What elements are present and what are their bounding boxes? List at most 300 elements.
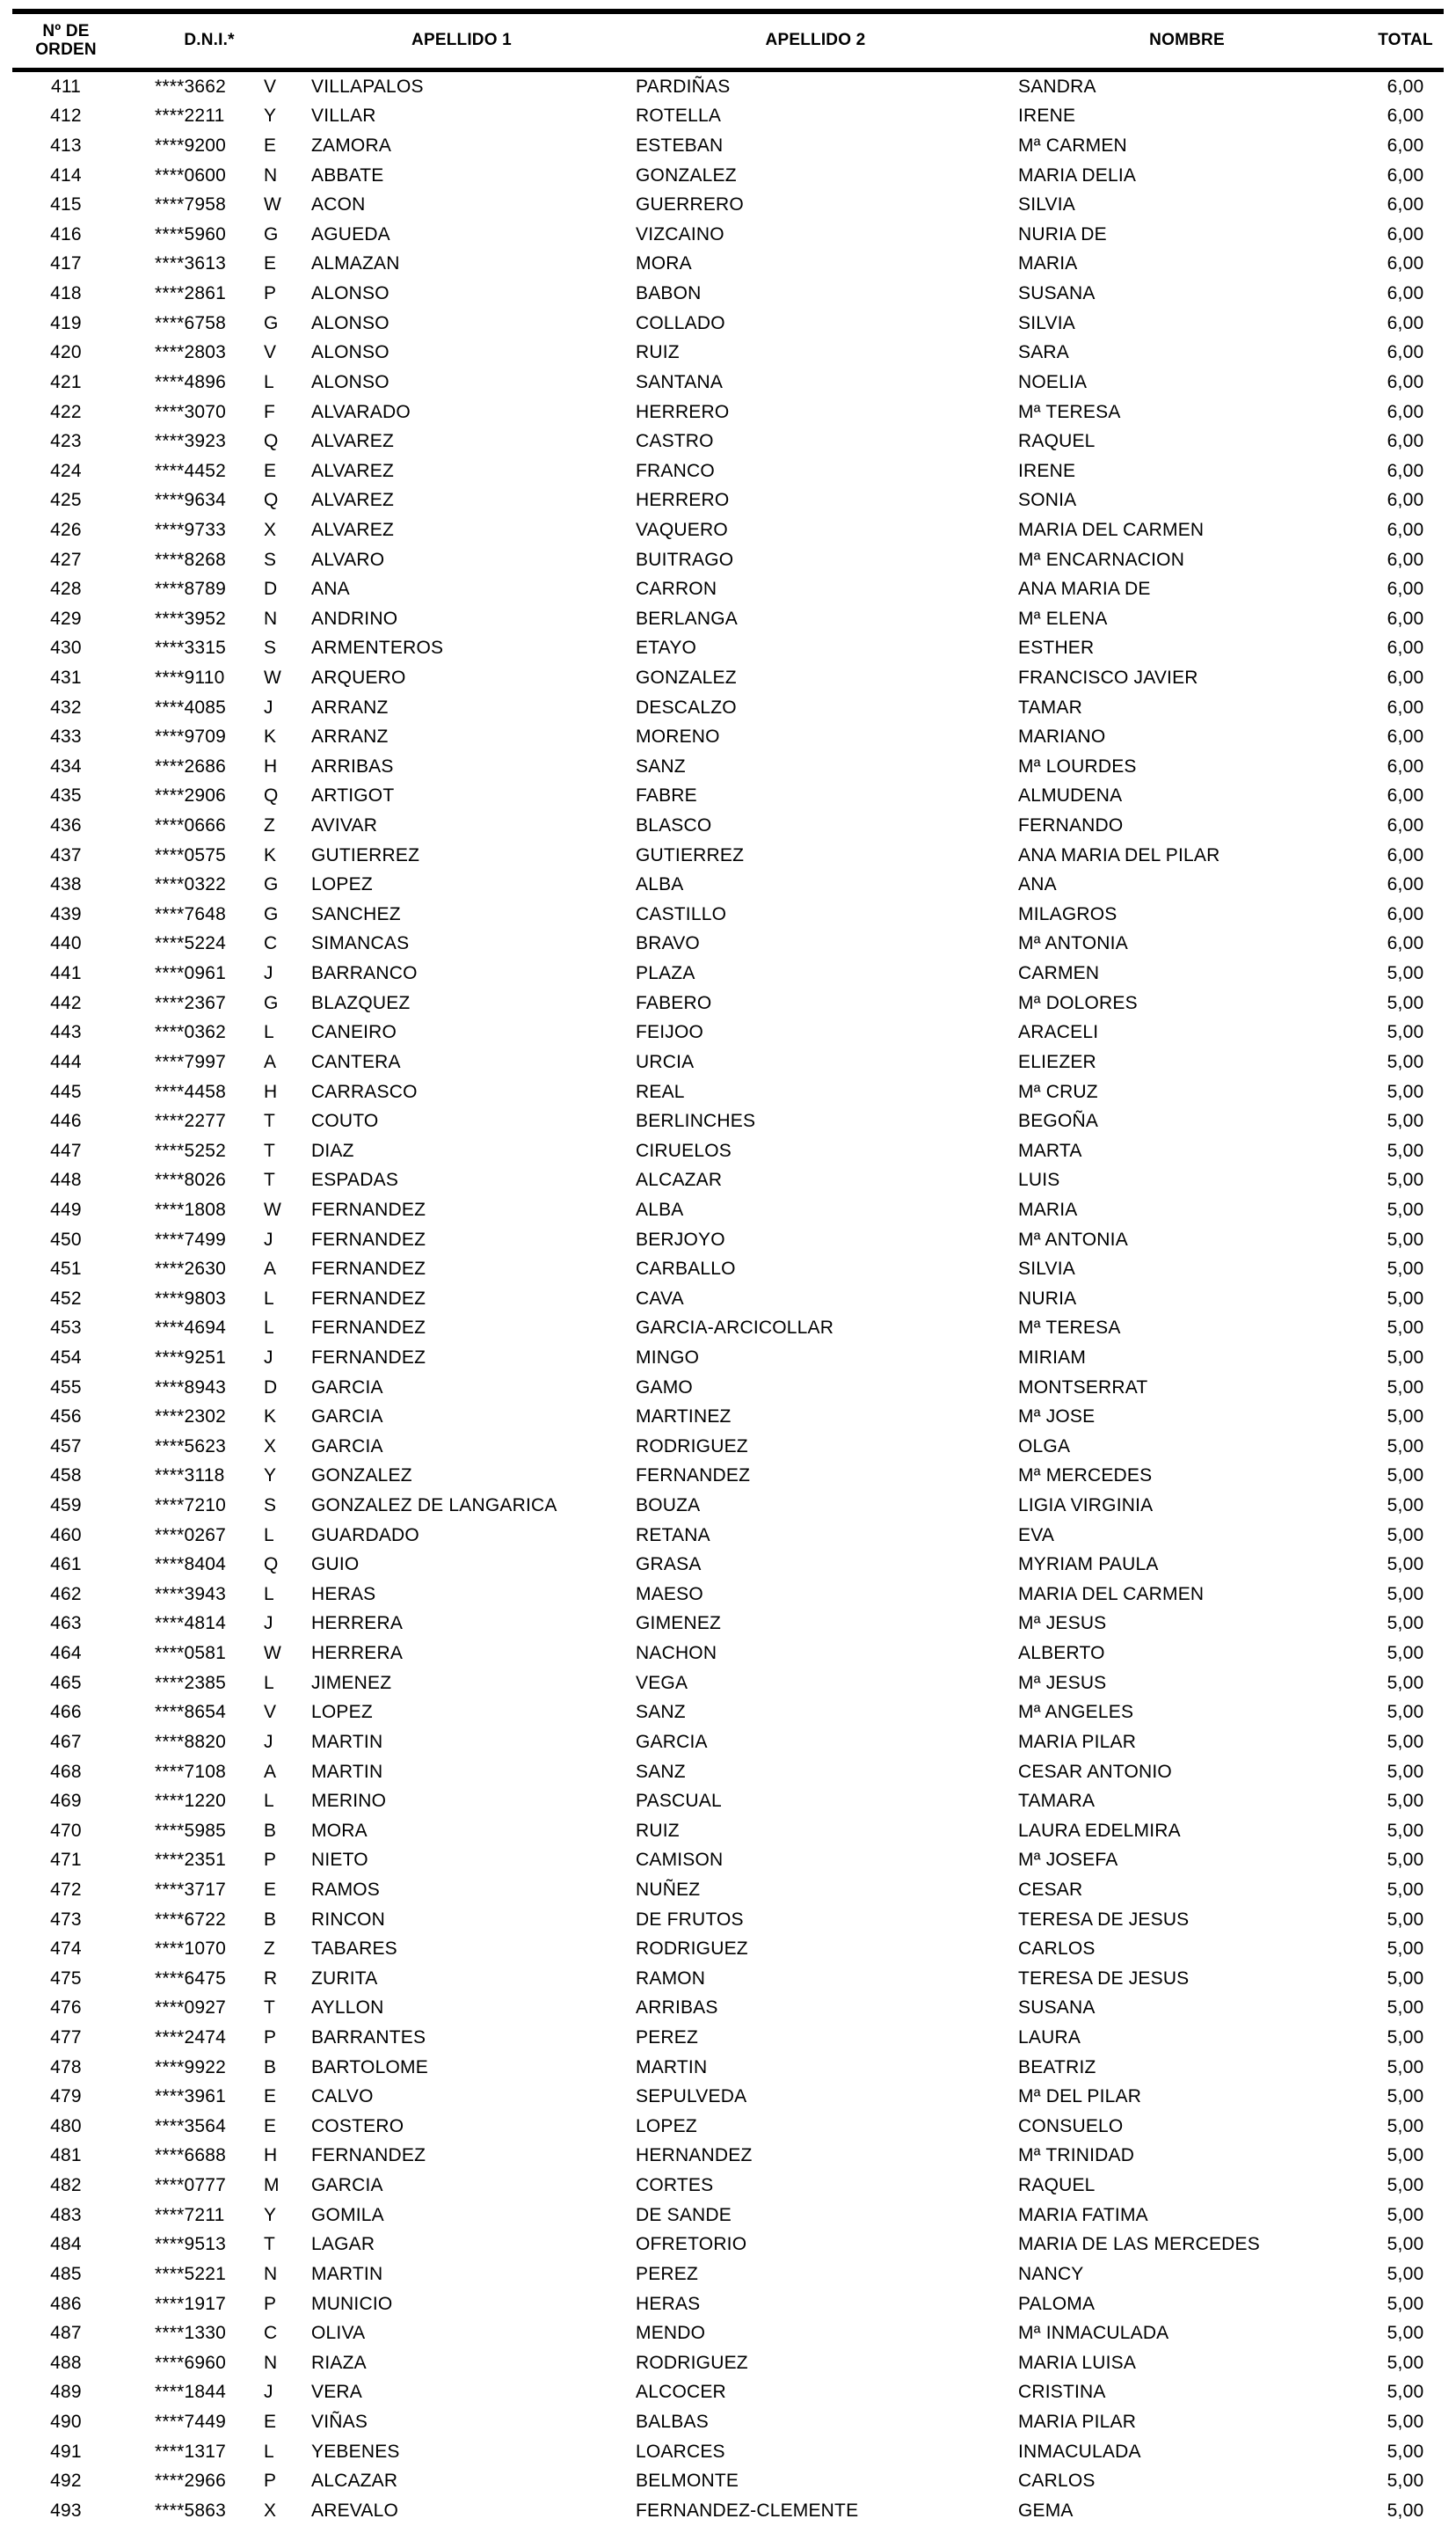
cell-orden: 428: [50, 579, 82, 600]
cell-total: 6,00: [1387, 638, 1424, 659]
cell-total: 5,00: [1387, 1879, 1424, 1900]
cell-apellido1: JIMENEZ: [311, 1672, 392, 1693]
cell-dni: ****1808: [155, 1199, 227, 1220]
cell-apellido1: ANDRINO: [311, 608, 398, 629]
cell-apellido1: ARRIBAS: [311, 756, 394, 777]
cell-orden: 419: [50, 312, 82, 333]
cell-dni: ****0575: [155, 844, 227, 865]
cell-orden: 465: [50, 1672, 82, 1693]
cell-dni: ****7211: [155, 2204, 225, 2225]
cell-dni-letra: B: [264, 1820, 277, 1841]
cell-dni: ****4085: [155, 697, 227, 718]
cell-apellido2: RODRIGUEZ: [636, 1435, 748, 1456]
cell-nombre: CARMEN: [1018, 963, 1100, 984]
cell-apellido2: GONZALEZ: [636, 164, 737, 186]
table-row: [12, 398, 1444, 427]
cell-total: 6,00: [1387, 76, 1424, 97]
cell-dni: ****8654: [155, 1702, 227, 1723]
cell-apellido2: GRASA: [636, 1554, 702, 1575]
cell-orden: 416: [50, 223, 82, 245]
cell-dni-letra: G: [264, 903, 279, 924]
cell-orden: 471: [50, 1850, 82, 1871]
cell-dni: ****2861: [155, 283, 227, 304]
table-row: [12, 959, 1444, 989]
cell-total: 6,00: [1387, 608, 1424, 629]
table-row: [12, 1846, 1444, 1876]
cell-apellido2: MORENO: [636, 726, 720, 748]
cell-orden: 440: [50, 933, 82, 954]
cell-dni: ****9709: [155, 726, 227, 748]
cell-apellido1: LOPEZ: [311, 874, 373, 895]
cell-orden: 491: [50, 2441, 82, 2462]
cell-apellido2: VIZCAINO: [636, 223, 724, 245]
cell-orden: 450: [50, 1229, 82, 1250]
cell-nombre: ALMUDENA: [1018, 785, 1123, 807]
cell-total: 6,00: [1387, 253, 1424, 274]
table-row: [12, 1550, 1444, 1580]
cell-nombre: BEGOÑA: [1018, 1111, 1099, 1132]
cell-orden: 451: [50, 1259, 82, 1280]
table-row: [12, 574, 1444, 604]
cell-apellido1: LOPEZ: [311, 1702, 373, 1723]
cell-apellido2: OFRETORIO: [636, 2234, 747, 2255]
table-row: [12, 811, 1444, 841]
table-row: [12, 102, 1444, 132]
cell-apellido1: ALVARO: [311, 549, 385, 570]
cell-dni: ****6758: [155, 312, 227, 333]
cell-dni-letra: B: [264, 1909, 277, 1930]
cell-dni-letra: Q: [264, 785, 279, 807]
col-header-orden: [12, 23, 120, 60]
cell-nombre: Mª JESUS: [1018, 1613, 1107, 1634]
cell-orden: 458: [50, 1465, 82, 1486]
cell-total: 5,00: [1387, 2234, 1424, 2255]
cell-nombre: MARIA DE LAS MERCEDES: [1018, 2234, 1260, 2255]
cell-total: 6,00: [1387, 785, 1424, 807]
cell-dni: ****9922: [155, 2056, 227, 2077]
cell-apellido1: VILLAPALOS: [311, 76, 424, 97]
cell-nombre: MIRIAM: [1018, 1347, 1087, 1368]
cell-apellido1: FERNANDEZ: [311, 1259, 426, 1280]
cell-apellido1: ZURITA: [311, 1968, 378, 1989]
cell-apellido2: CARRON: [636, 579, 717, 600]
table-row: [12, 2378, 1444, 2408]
cell-apellido1: TABARES: [311, 1938, 397, 1960]
cell-total: 6,00: [1387, 549, 1424, 570]
cell-dni-letra: M: [264, 2175, 280, 2196]
cell-nombre: MARIANO: [1018, 726, 1106, 748]
cell-dni: ****6688: [155, 2145, 227, 2166]
cell-dni-letra: G: [264, 312, 279, 333]
cell-dni: ****4458: [155, 1081, 227, 1102]
cell-dni-letra: J: [264, 697, 273, 718]
cell-apellido2: RODRIGUEZ: [636, 2352, 748, 2373]
cell-apellido2: MAESO: [636, 1583, 703, 1604]
cell-dni: ****2351: [155, 1850, 227, 1871]
cell-dni: ****2385: [155, 1672, 227, 1693]
table-row: [12, 1077, 1444, 1107]
cell-apellido1: DIAZ: [311, 1140, 354, 1161]
cell-orden: 453: [50, 1318, 82, 1339]
cell-total: 6,00: [1387, 431, 1424, 452]
cell-orden: 426: [50, 519, 82, 540]
cell-total: 5,00: [1387, 2352, 1424, 2373]
cell-nombre: Mª JOSEFA: [1018, 1850, 1118, 1871]
table-row: [12, 1521, 1444, 1551]
cell-apellido2: CASTILLO: [636, 903, 727, 924]
cell-apellido1: GARCIA: [311, 2175, 383, 2196]
cell-nombre: Mª LOURDES: [1018, 756, 1137, 777]
table-row: [12, 72, 1444, 102]
cell-dni-letra: W: [264, 194, 282, 215]
table-row: [12, 1934, 1444, 1964]
cell-total: 5,00: [1387, 2263, 1424, 2284]
cell-apellido1: ABBATE: [311, 164, 384, 186]
cell-dni: ****9110: [155, 667, 225, 688]
cell-dni: ****3315: [155, 638, 227, 659]
cell-total: 6,00: [1387, 667, 1424, 688]
cell-apellido2: LOPEZ: [636, 2115, 697, 2136]
cell-apellido1: ALCAZAR: [311, 2471, 398, 2492]
cell-dni-letra: E: [264, 460, 277, 481]
cell-orden: 424: [50, 460, 82, 481]
cell-apellido1: GUTIERREZ: [311, 844, 420, 865]
cell-dni-letra: A: [264, 1259, 277, 1280]
cell-dni-letra: V: [264, 1702, 277, 1723]
cell-total: 5,00: [1387, 1111, 1424, 1132]
cell-total: 5,00: [1387, 2175, 1424, 2196]
cell-nombre: MARIA DEL CARMEN: [1018, 519, 1205, 540]
cell-dni-letra: H: [264, 1081, 278, 1102]
cell-orden: 485: [50, 2263, 82, 2284]
cell-nombre: LAURA: [1018, 2027, 1081, 2048]
table-row: [12, 1462, 1444, 1492]
cell-total: 5,00: [1387, 1288, 1424, 1309]
cell-total: 5,00: [1387, 1968, 1424, 1989]
cell-nombre: MARIA PILAR: [1018, 2411, 1137, 2432]
cell-apellido1: COUTO: [311, 1111, 379, 1132]
cell-total: 6,00: [1387, 903, 1424, 924]
cell-apellido1: VIÑAS: [311, 2411, 368, 2432]
cell-dni: ****3952: [155, 608, 227, 629]
cell-orden: 446: [50, 1111, 82, 1132]
cell-apellido1: MUNICIO: [311, 2293, 393, 2314]
cell-total: 5,00: [1387, 1731, 1424, 1752]
cell-apellido1: SANCHEZ: [311, 903, 401, 924]
cell-apellido1: AGUEDA: [311, 223, 390, 245]
cell-total: 5,00: [1387, 2382, 1424, 2403]
cell-apellido2: ALBA: [636, 874, 684, 895]
cell-orden: 456: [50, 1406, 82, 1427]
table-row: [12, 1136, 1444, 1166]
cell-dni: ****6960: [155, 2352, 227, 2373]
table-row: [12, 1875, 1444, 1905]
cell-total: 5,00: [1387, 2323, 1424, 2344]
cell-total: 6,00: [1387, 135, 1424, 157]
cell-dni: ****3070: [155, 401, 227, 422]
cell-apellido1: VILLAR: [311, 106, 376, 127]
cell-apellido1: SIMANCAS: [311, 933, 410, 954]
cell-total: 5,00: [1387, 1170, 1424, 1191]
cell-dni-letra: E: [264, 1879, 277, 1900]
cell-dni-letra: L: [264, 1791, 274, 1812]
cell-orden: 436: [50, 815, 82, 836]
table-row: [12, 1786, 1444, 1816]
cell-apellido2: BABON: [636, 283, 702, 304]
cell-dni-letra: N: [264, 2263, 278, 2284]
cell-orden: 478: [50, 2056, 82, 2077]
table-row: [12, 693, 1444, 723]
cell-dni: ****5623: [155, 1435, 227, 1456]
cell-apellido1: GARCIA: [311, 1376, 383, 1398]
cell-dni-letra: C: [264, 933, 278, 954]
cell-dni-letra: B: [264, 2056, 277, 2077]
cell-dni-letra: S: [264, 549, 277, 570]
cell-nombre: INMACULADA: [1018, 2441, 1141, 2462]
cell-apellido2: DE SANDE: [636, 2204, 732, 2225]
table-row: [12, 930, 1444, 960]
cell-apellido2: MENDO: [636, 2323, 706, 2344]
cell-nombre: Mª DOLORES: [1018, 992, 1138, 1013]
cell-apellido2: HERRERO: [636, 490, 730, 511]
cell-total: 6,00: [1387, 401, 1424, 422]
cell-dni-letra: L: [264, 1288, 274, 1309]
cell-nombre: MARTA: [1018, 1140, 1082, 1161]
cell-apellido2: RUIZ: [636, 1820, 680, 1841]
cell-dni: ****1330: [155, 2323, 227, 2344]
cell-dni-letra: Y: [264, 2204, 277, 2225]
table-row: [12, 427, 1444, 456]
cell-total: 6,00: [1387, 223, 1424, 245]
cell-total: 5,00: [1387, 1022, 1424, 1043]
cell-dni-letra: E: [264, 2411, 277, 2432]
cell-nombre: MARIA: [1018, 1199, 1078, 1220]
cell-orden: 431: [50, 667, 82, 688]
cell-nombre: Mª ELENA: [1018, 608, 1108, 629]
cell-dni: ****2367: [155, 992, 227, 1013]
table-row: [12, 1048, 1444, 1077]
table-row: [12, 752, 1444, 782]
cell-orden: 425: [50, 490, 82, 511]
cell-orden: 467: [50, 1731, 82, 1752]
cell-dni-letra: J: [264, 1731, 273, 1752]
table-row: [12, 1284, 1444, 1314]
table-row: [12, 1964, 1444, 1994]
cell-nombre: CESAR ANTONIO: [1018, 1761, 1172, 1782]
cell-total: 6,00: [1387, 579, 1424, 600]
table-row: [12, 250, 1444, 280]
cell-orden: 474: [50, 1938, 82, 1960]
cell-dni-letra: X: [264, 2500, 277, 2521]
cell-apellido2: SANZ: [636, 756, 686, 777]
cell-nombre: LIGIA VIRGINIA: [1018, 1495, 1154, 1516]
table-row: [12, 1580, 1444, 1610]
cell-total: 5,00: [1387, 1672, 1424, 1693]
cell-dni: ****7210: [155, 1495, 227, 1516]
cell-nombre: RAQUEL: [1018, 2175, 1096, 2196]
cell-dni: ****1070: [155, 1938, 227, 1960]
cell-nombre: CESAR: [1018, 1879, 1083, 1900]
cell-nombre: ALBERTO: [1018, 1643, 1105, 1664]
cell-dni-letra: E: [264, 253, 277, 274]
cell-total: 5,00: [1387, 1997, 1424, 2019]
cell-total: 5,00: [1387, 2293, 1424, 2314]
cell-orden: 475: [50, 1968, 82, 1989]
cell-dni-letra: K: [264, 1406, 277, 1427]
cell-nombre: FERNANDO: [1018, 815, 1124, 836]
cell-total: 5,00: [1387, 2500, 1424, 2521]
cell-dni: ****0362: [155, 1022, 227, 1043]
cell-apellido1: BARTOLOME: [311, 2056, 428, 2077]
cell-total: 5,00: [1387, 1259, 1424, 1280]
cell-dni-letra: T: [264, 1170, 276, 1191]
cell-total: 6,00: [1387, 312, 1424, 333]
cell-orden: 493: [50, 2500, 82, 2521]
cell-orden: 412: [50, 106, 82, 127]
table-row: [12, 2348, 1444, 2378]
table-row: [12, 2082, 1444, 2112]
cell-apellido1: RIAZA: [311, 2352, 367, 2373]
cell-orden: 415: [50, 194, 82, 215]
cell-dni: ****5985: [155, 1820, 227, 1841]
cell-apellido1: ARQUERO: [311, 667, 406, 688]
cell-total: 5,00: [1387, 1465, 1424, 1486]
cell-apellido2: VAQUERO: [636, 519, 728, 540]
cell-apellido1: ANA: [311, 579, 350, 600]
cell-apellido2: SANTANA: [636, 371, 724, 392]
table-row: [12, 841, 1444, 871]
cell-orden: 469: [50, 1791, 82, 1812]
table-row: [12, 1254, 1444, 1284]
cell-dni: ****3943: [155, 1583, 227, 1604]
cell-total: 6,00: [1387, 490, 1424, 511]
cell-dni-letra: L: [264, 2441, 274, 2462]
cell-dni: ****3662: [155, 76, 227, 97]
cell-apellido1: ALVAREZ: [311, 460, 394, 481]
table-row: [12, 604, 1444, 634]
cell-orden: 417: [50, 253, 82, 274]
cell-dni: ****7499: [155, 1229, 227, 1250]
table-row: [12, 2466, 1444, 2496]
cell-orden: 466: [50, 1702, 82, 1723]
cell-apellido2: FABERO: [636, 992, 712, 1013]
cell-apellido2: BRAVO: [636, 933, 700, 954]
cell-nombre: IRENE: [1018, 106, 1076, 127]
cell-total: 5,00: [1387, 1495, 1424, 1516]
cell-total: 6,00: [1387, 164, 1424, 186]
cell-apellido1: CALVO: [311, 2086, 374, 2107]
cell-nombre: Mª DEL PILAR: [1018, 2086, 1142, 2107]
cell-dni-letra: J: [264, 1347, 273, 1368]
cell-dni: ****7449: [155, 2411, 227, 2432]
cell-orden: 486: [50, 2293, 82, 2314]
cell-orden: 468: [50, 1761, 82, 1782]
table-row: [12, 2289, 1444, 2319]
table-row: [12, 1402, 1444, 1432]
table-row: [12, 1610, 1444, 1639]
cell-orden: 477: [50, 2027, 82, 2048]
table-row: [12, 900, 1444, 930]
cell-dni: ****2803: [155, 342, 227, 363]
cell-nombre: Mª TERESA: [1018, 401, 1121, 422]
cell-apellido1: ZAMORA: [311, 135, 392, 157]
cell-orden: 420: [50, 342, 82, 363]
cell-apellido2: REAL: [636, 1081, 685, 1102]
cell-orden: 414: [50, 164, 82, 186]
cell-dni: ****8404: [155, 1554, 227, 1575]
cell-orden: 444: [50, 1051, 82, 1072]
cell-nombre: Mª ANTONIA: [1018, 1229, 1128, 1250]
cell-total: 6,00: [1387, 815, 1424, 836]
table-row: [12, 309, 1444, 339]
cell-apellido1: MARTIN: [311, 1731, 383, 1752]
table-row: [12, 486, 1444, 516]
cell-dni-letra: H: [264, 756, 278, 777]
cell-total: 5,00: [1387, 2056, 1424, 2077]
cell-orden: 447: [50, 1140, 82, 1161]
cell-apellido2: GIMENEZ: [636, 1613, 722, 1634]
cell-dni: ****7648: [155, 903, 227, 924]
cell-dni: ****0666: [155, 815, 227, 836]
cell-nombre: SUSANA: [1018, 283, 1096, 304]
cell-apellido1: RINCON: [311, 1909, 386, 1930]
cell-dni: ****2686: [155, 756, 227, 777]
table-row: [12, 1343, 1444, 1373]
cell-orden: 476: [50, 1997, 82, 2019]
cell-apellido2: ARRIBAS: [636, 1997, 718, 2019]
cell-dni: ****6475: [155, 1968, 227, 1989]
cell-nombre: EVA: [1018, 1524, 1055, 1545]
table-row: [12, 1994, 1444, 2024]
cell-total: 6,00: [1387, 726, 1424, 748]
cell-nombre: SILVIA: [1018, 194, 1076, 215]
table-row: [12, 2112, 1444, 2142]
cell-dni: ****0600: [155, 164, 227, 186]
cell-orden: 421: [50, 371, 82, 392]
cell-orden: 418: [50, 283, 82, 304]
cell-apellido1: ARTIGOT: [311, 785, 395, 807]
cell-orden: 492: [50, 2471, 82, 2492]
cell-nombre: Mª ENCARNACION: [1018, 549, 1185, 570]
cell-orden: 433: [50, 726, 82, 748]
cell-orden: 462: [50, 1583, 82, 1604]
cell-total: 5,00: [1387, 1761, 1424, 1782]
table-row: [12, 1491, 1444, 1521]
cell-dni-letra: J: [264, 2382, 273, 2403]
cell-apellido1: ALONSO: [311, 283, 389, 304]
cell-dni: ****0927: [155, 1997, 227, 2019]
cell-dni: ****0581: [155, 1643, 227, 1664]
cell-apellido1: YEBENES: [311, 2441, 400, 2462]
cell-nombre: Mª CRUZ: [1018, 1081, 1098, 1102]
cell-nombre: MARIA LUISA: [1018, 2352, 1137, 2373]
cell-nombre: ELIEZER: [1018, 1051, 1096, 1072]
cell-apellido1: GUIO: [311, 1554, 360, 1575]
cell-apellido2: FEIJOO: [636, 1022, 704, 1043]
table-row: [12, 545, 1444, 575]
cell-orden: 427: [50, 549, 82, 570]
table-row: [12, 1225, 1444, 1255]
cell-nombre: GEMA: [1018, 2500, 1074, 2521]
cell-nombre: BEATRIZ: [1018, 2056, 1096, 2077]
cell-total: 6,00: [1387, 283, 1424, 304]
cell-orden: 489: [50, 2382, 82, 2403]
cell-nombre: FRANCISCO JAVIER: [1018, 667, 1198, 688]
cell-orden: 442: [50, 992, 82, 1013]
cell-dni: ****8026: [155, 1170, 227, 1191]
cell-apellido1: MARTIN: [311, 1761, 383, 1782]
cell-apellido1: MARTIN: [311, 2263, 383, 2284]
